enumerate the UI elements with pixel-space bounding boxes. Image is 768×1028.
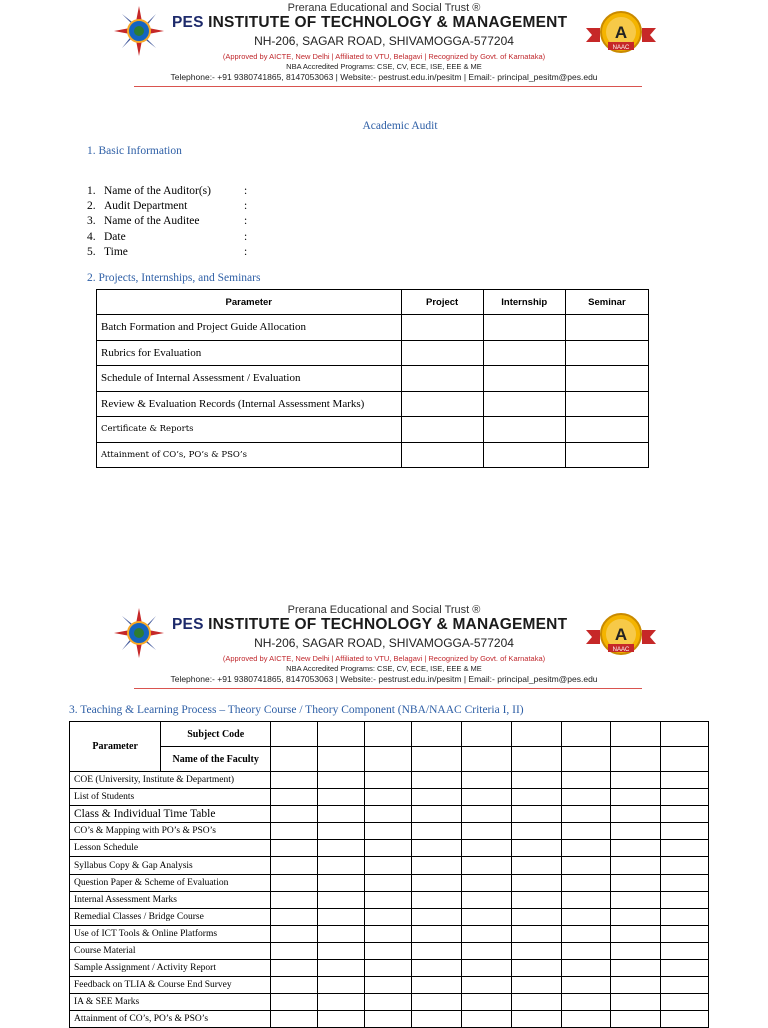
table-header-row xyxy=(97,290,649,315)
input-cell[interactable] xyxy=(411,925,461,942)
input-cell[interactable] xyxy=(512,789,562,806)
table-row xyxy=(70,977,709,994)
list-item: 3. Name of the Auditee : xyxy=(87,215,248,228)
input-cell[interactable] xyxy=(611,977,661,994)
input-cell[interactable] xyxy=(364,977,411,994)
trust-name: Prerana Educational and Social Trust ® xyxy=(287,604,481,616)
input-cell[interactable] xyxy=(461,891,512,908)
table-row xyxy=(70,857,709,874)
input-cell[interactable] xyxy=(661,1011,709,1028)
input-cell[interactable] xyxy=(512,722,562,747)
parameter-cell: List of Students xyxy=(70,789,271,806)
table-row xyxy=(70,994,709,1011)
input-cell[interactable] xyxy=(561,840,611,857)
input-cell[interactable] xyxy=(318,977,365,994)
table-row xyxy=(70,891,709,908)
input-cell[interactable] xyxy=(611,891,661,908)
table-row xyxy=(97,391,649,417)
input-cell[interactable] xyxy=(512,942,562,959)
parameter-cell: CO’s & Mapping with PO’s & PSO’s xyxy=(70,823,271,840)
input-cell[interactable] xyxy=(661,747,709,772)
input-cell[interactable] xyxy=(364,960,411,977)
input-cell[interactable] xyxy=(271,942,318,959)
input-cell[interactable] xyxy=(512,857,562,874)
input-cell[interactable] xyxy=(364,994,411,1011)
input-cell[interactable] xyxy=(483,442,565,468)
input-cell[interactable] xyxy=(411,722,461,747)
input-cell[interactable] xyxy=(661,823,709,840)
parameter-cell: Review & Evaluation Records (Internal Assessment Marks) xyxy=(97,391,402,417)
parameter-cell: Certificate & Reports xyxy=(97,417,402,443)
table-row xyxy=(70,823,709,840)
input-cell[interactable] xyxy=(364,806,411,823)
input-cell[interactable] xyxy=(512,908,562,925)
header-divider xyxy=(134,86,642,87)
input-cell[interactable] xyxy=(461,772,512,789)
input-cell[interactable] xyxy=(611,823,661,840)
column-header: Project xyxy=(401,290,483,315)
input-cell[interactable] xyxy=(318,772,365,789)
input-cell[interactable] xyxy=(561,891,611,908)
input-cell[interactable] xyxy=(411,857,461,874)
input-cell[interactable] xyxy=(512,925,562,942)
column-header: Internship xyxy=(483,290,565,315)
letterhead xyxy=(0,602,768,694)
input-cell[interactable] xyxy=(461,823,512,840)
input-cell[interactable] xyxy=(461,908,512,925)
input-cell[interactable] xyxy=(483,391,565,417)
input-cell[interactable] xyxy=(661,942,709,959)
svg-text:NAAC: NAAC xyxy=(612,45,630,51)
input-cell[interactable] xyxy=(461,1011,512,1028)
input-cell[interactable] xyxy=(661,874,709,891)
input-cell[interactable] xyxy=(318,857,365,874)
input-cell[interactable] xyxy=(364,722,411,747)
input-cell[interactable] xyxy=(271,960,318,977)
projects-table xyxy=(96,289,649,468)
input-cell[interactable] xyxy=(318,823,365,840)
table-row xyxy=(70,960,709,977)
input-cell[interactable] xyxy=(461,942,512,959)
approval-line: (Approved by AICTE, New Delhi | Affiliated to VTU, Belagavi | Recognized by Govt. of Karnataka) xyxy=(222,52,546,61)
input-cell[interactable] xyxy=(364,747,411,772)
input-cell[interactable] xyxy=(411,823,461,840)
contact-line: Telephone:- +91 9380741865, 8147053063 | Website:- pestrust.edu.in/pesitm | Email:- principal_pesitm@pes.edu xyxy=(170,674,598,684)
input-cell[interactable] xyxy=(318,1011,365,1028)
subject-code-header: Subject Code xyxy=(161,722,271,747)
input-cell[interactable] xyxy=(611,942,661,959)
input-cell[interactable] xyxy=(611,722,661,747)
input-cell[interactable] xyxy=(661,977,709,994)
input-cell[interactable] xyxy=(364,908,411,925)
table-row xyxy=(97,366,649,392)
input-cell[interactable] xyxy=(411,772,461,789)
parameter-cell: Rubrics for Evaluation xyxy=(97,340,402,366)
input-cell[interactable] xyxy=(561,1011,611,1028)
input-cell[interactable] xyxy=(461,994,512,1011)
input-cell[interactable] xyxy=(561,874,611,891)
input-cell[interactable] xyxy=(271,840,318,857)
input-cell[interactable] xyxy=(512,747,562,772)
parameter-cell: Batch Formation and Project Guide Allocation xyxy=(97,315,402,341)
list-item: 5. Time : xyxy=(87,245,248,258)
input-cell[interactable] xyxy=(661,772,709,789)
input-cell[interactable] xyxy=(411,874,461,891)
input-cell[interactable] xyxy=(461,722,512,747)
table-row xyxy=(70,874,709,891)
input-cell[interactable] xyxy=(512,960,562,977)
input-cell[interactable] xyxy=(561,789,611,806)
input-cell[interactable] xyxy=(364,1011,411,1028)
table-row xyxy=(97,340,649,366)
input-cell[interactable] xyxy=(271,823,318,840)
teaching-table xyxy=(69,721,709,1028)
input-cell[interactable] xyxy=(271,747,318,772)
input-cell[interactable] xyxy=(271,977,318,994)
parameter-cell: IA & SEE Marks xyxy=(70,994,271,1011)
input-cell[interactable] xyxy=(561,908,611,925)
input-cell[interactable] xyxy=(512,874,562,891)
input-cell[interactable] xyxy=(318,840,365,857)
input-cell[interactable] xyxy=(364,857,411,874)
input-cell[interactable] xyxy=(611,908,661,925)
input-cell[interactable] xyxy=(271,806,318,823)
letterhead xyxy=(0,0,768,92)
input-cell[interactable] xyxy=(318,874,365,891)
list-item: 4. Date : xyxy=(87,230,248,243)
input-cell[interactable] xyxy=(401,366,483,392)
parameter-cell: Sample Assignment / Activity Report xyxy=(70,960,271,977)
table-row xyxy=(70,840,709,857)
faculty-header: Name of the Faculty xyxy=(161,747,271,772)
input-cell[interactable] xyxy=(364,942,411,959)
input-cell[interactable] xyxy=(318,806,365,823)
input-cell[interactable] xyxy=(364,772,411,789)
input-cell[interactable] xyxy=(483,366,565,392)
input-cell[interactable] xyxy=(561,994,611,1011)
input-cell[interactable] xyxy=(611,840,661,857)
section-heading-projects: 2. Projects, Internships, and Seminars xyxy=(87,272,261,284)
input-cell[interactable] xyxy=(271,1011,318,1028)
input-cell[interactable] xyxy=(318,747,365,772)
input-cell[interactable] xyxy=(411,977,461,994)
parameter-cell: COE (University, Institute & Department) xyxy=(70,772,271,789)
institute-name: PES INSTITUTE OF TECHNOLOGY & MANAGEMENT xyxy=(172,14,568,31)
input-cell[interactable] xyxy=(401,391,483,417)
input-cell[interactable] xyxy=(364,874,411,891)
input-cell[interactable] xyxy=(364,891,411,908)
list-item: 1. Name of the Auditor(s) : xyxy=(87,185,248,197)
parameter-cell: Syllabus Copy & Gap Analysis xyxy=(70,857,271,874)
parameter-header: Parameter xyxy=(70,722,161,772)
contact-line: Telephone:- +91 9380741865, 8147053063 | Website:- pestrust.edu.in/pesitm | Email:- principal_pesitm@pes.edu xyxy=(170,72,598,82)
input-cell[interactable] xyxy=(512,994,562,1011)
input-cell[interactable] xyxy=(411,789,461,806)
input-cell[interactable] xyxy=(271,994,318,1011)
input-cell[interactable] xyxy=(461,960,512,977)
input-cell[interactable] xyxy=(483,315,565,341)
parameter-cell: Course Material xyxy=(70,942,271,959)
input-cell[interactable] xyxy=(661,994,709,1011)
approval-line: (Approved by AICTE, New Delhi | Affiliated to VTU, Belagavi | Recognized by Govt. of Karnataka) xyxy=(222,654,546,663)
table-row xyxy=(97,315,649,341)
trust-name: Prerana Educational and Social Trust ® xyxy=(287,2,481,14)
input-cell[interactable] xyxy=(318,789,365,806)
naac-badge-icon xyxy=(586,8,656,56)
input-cell[interactable] xyxy=(565,315,648,341)
input-cell[interactable] xyxy=(318,942,365,959)
input-cell[interactable] xyxy=(411,960,461,977)
input-cell[interactable] xyxy=(561,925,611,942)
input-cell[interactable] xyxy=(661,789,709,806)
input-cell[interactable] xyxy=(512,840,562,857)
input-cell[interactable] xyxy=(318,960,365,977)
input-cell[interactable] xyxy=(271,925,318,942)
input-cell[interactable] xyxy=(401,417,483,443)
input-cell[interactable] xyxy=(411,891,461,908)
input-cell[interactable] xyxy=(611,994,661,1011)
input-cell[interactable] xyxy=(364,925,411,942)
input-cell[interactable] xyxy=(611,772,661,789)
input-cell[interactable] xyxy=(364,823,411,840)
input-cell[interactable] xyxy=(611,789,661,806)
table-row xyxy=(70,908,709,925)
input-cell[interactable] xyxy=(461,857,512,874)
input-cell[interactable] xyxy=(461,925,512,942)
table-row xyxy=(97,417,649,443)
input-cell[interactable] xyxy=(483,340,565,366)
input-cell[interactable] xyxy=(461,806,512,823)
input-cell[interactable] xyxy=(271,789,318,806)
parameter-cell: Schedule of Internal Assessment / Evaluation xyxy=(97,366,402,392)
parameter-cell: Attainment of CO’s, PO’s & PSO’s xyxy=(70,1011,271,1028)
input-cell[interactable] xyxy=(661,908,709,925)
table-row xyxy=(97,442,649,468)
input-cell[interactable] xyxy=(461,789,512,806)
svg-text:A: A xyxy=(614,625,628,644)
address: NH-206, SAGAR ROAD, SHIVAMOGGA-577204 xyxy=(254,34,514,48)
parameter-cell: Feedback on TLIA & Course End Survey xyxy=(70,977,271,994)
input-cell[interactable] xyxy=(401,340,483,366)
table-row xyxy=(70,806,709,823)
table-row xyxy=(70,789,709,806)
input-cell[interactable] xyxy=(565,442,648,468)
input-cell[interactable] xyxy=(611,925,661,942)
input-cell[interactable] xyxy=(561,857,611,874)
input-cell[interactable] xyxy=(661,840,709,857)
input-cell[interactable] xyxy=(565,366,648,392)
input-cell[interactable] xyxy=(483,417,565,443)
section-heading-teaching: 3. Teaching & Learning Process – Theory Course / Theory Component (NBA/NAAC Criteria I, II) xyxy=(69,704,524,716)
svg-text:A: A xyxy=(614,23,628,42)
input-cell[interactable] xyxy=(561,772,611,789)
input-cell[interactable] xyxy=(661,857,709,874)
input-cell[interactable] xyxy=(401,315,483,341)
input-cell[interactable] xyxy=(411,994,461,1011)
page-title: Academic Audit xyxy=(362,120,438,132)
input-cell[interactable] xyxy=(512,977,562,994)
input-cell[interactable] xyxy=(561,722,611,747)
input-cell[interactable] xyxy=(318,994,365,1011)
input-cell[interactable] xyxy=(318,908,365,925)
input-cell[interactable] xyxy=(401,442,483,468)
input-cell[interactable] xyxy=(661,960,709,977)
input-cell[interactable] xyxy=(271,772,318,789)
input-cell[interactable] xyxy=(512,1011,562,1028)
input-cell[interactable] xyxy=(271,908,318,925)
input-cell[interactable] xyxy=(512,806,562,823)
input-cell[interactable] xyxy=(411,747,461,772)
parameter-cell: Internal Assessment Marks xyxy=(70,891,271,908)
input-cell[interactable] xyxy=(411,942,461,959)
input-cell[interactable] xyxy=(461,747,512,772)
input-cell[interactable] xyxy=(611,960,661,977)
basic-info-list xyxy=(87,185,248,261)
input-cell[interactable] xyxy=(461,874,512,891)
input-cell[interactable] xyxy=(411,908,461,925)
table-header-row xyxy=(70,722,709,747)
input-cell[interactable] xyxy=(364,840,411,857)
input-cell[interactable] xyxy=(271,874,318,891)
institute-name: PES INSTITUTE OF TECHNOLOGY & MANAGEMENT xyxy=(172,616,568,633)
parameter-cell: Remedial Classes / Bridge Course xyxy=(70,908,271,925)
header-divider xyxy=(134,688,642,689)
input-cell[interactable] xyxy=(318,891,365,908)
table-row xyxy=(70,942,709,959)
input-cell[interactable] xyxy=(411,1011,461,1028)
teaching-table-body xyxy=(70,772,709,1028)
parameter-cell: Lesson Schedule xyxy=(70,840,271,857)
input-cell[interactable] xyxy=(271,857,318,874)
naac-badge-icon xyxy=(586,610,656,658)
column-header: Seminar xyxy=(565,290,648,315)
input-cell[interactable] xyxy=(512,891,562,908)
input-cell[interactable] xyxy=(661,722,709,747)
input-cell[interactable] xyxy=(271,722,318,747)
parameter-cell: Use of ICT Tools & Online Platforms xyxy=(70,925,271,942)
input-cell[interactable] xyxy=(661,891,709,908)
input-cell[interactable] xyxy=(561,942,611,959)
input-cell[interactable] xyxy=(411,806,461,823)
input-cell[interactable] xyxy=(512,823,562,840)
list-item: 2. Audit Department : xyxy=(87,200,248,213)
table-header-row xyxy=(70,747,709,772)
parameter-cell: Class & Individual Time Table xyxy=(70,806,271,823)
input-cell[interactable] xyxy=(461,977,512,994)
svg-text:NAAC: NAAC xyxy=(612,647,630,653)
input-cell[interactable] xyxy=(561,823,611,840)
nba-line: NBA Accredited Programs: CSE, CV, ECE, ISE, EEE & ME xyxy=(286,664,482,673)
input-cell[interactable] xyxy=(561,960,611,977)
section-heading-basic-info: 1. Basic Information xyxy=(87,145,182,157)
input-cell[interactable] xyxy=(561,806,611,823)
input-cell[interactable] xyxy=(611,747,661,772)
table-row xyxy=(70,925,709,942)
nba-line: NBA Accredited Programs: CSE, CV, ECE, ISE, EEE & ME xyxy=(286,62,482,71)
input-cell[interactable] xyxy=(611,806,661,823)
input-cell[interactable] xyxy=(565,340,648,366)
input-cell[interactable] xyxy=(561,977,611,994)
input-cell[interactable] xyxy=(318,722,365,747)
input-cell[interactable] xyxy=(565,417,648,443)
input-cell[interactable] xyxy=(271,891,318,908)
address: NH-206, SAGAR ROAD, SHIVAMOGGA-577204 xyxy=(254,636,514,650)
input-cell[interactable] xyxy=(661,925,709,942)
input-cell[interactable] xyxy=(318,925,365,942)
table-row xyxy=(70,1011,709,1028)
input-cell[interactable] xyxy=(561,747,611,772)
table-row xyxy=(70,772,709,789)
input-cell[interactable] xyxy=(411,840,461,857)
input-cell[interactable] xyxy=(611,857,661,874)
input-cell[interactable] xyxy=(661,806,709,823)
parameter-cell: Attainment of CO’s, PO’s & PSO’s xyxy=(97,442,402,468)
input-cell[interactable] xyxy=(611,874,661,891)
column-header: Parameter xyxy=(97,290,402,315)
input-cell[interactable] xyxy=(611,1011,661,1028)
input-cell[interactable] xyxy=(461,840,512,857)
parameter-cell: Question Paper & Scheme of Evaluation xyxy=(70,874,271,891)
input-cell[interactable] xyxy=(364,789,411,806)
input-cell[interactable] xyxy=(565,391,648,417)
input-cell[interactable] xyxy=(512,772,562,789)
